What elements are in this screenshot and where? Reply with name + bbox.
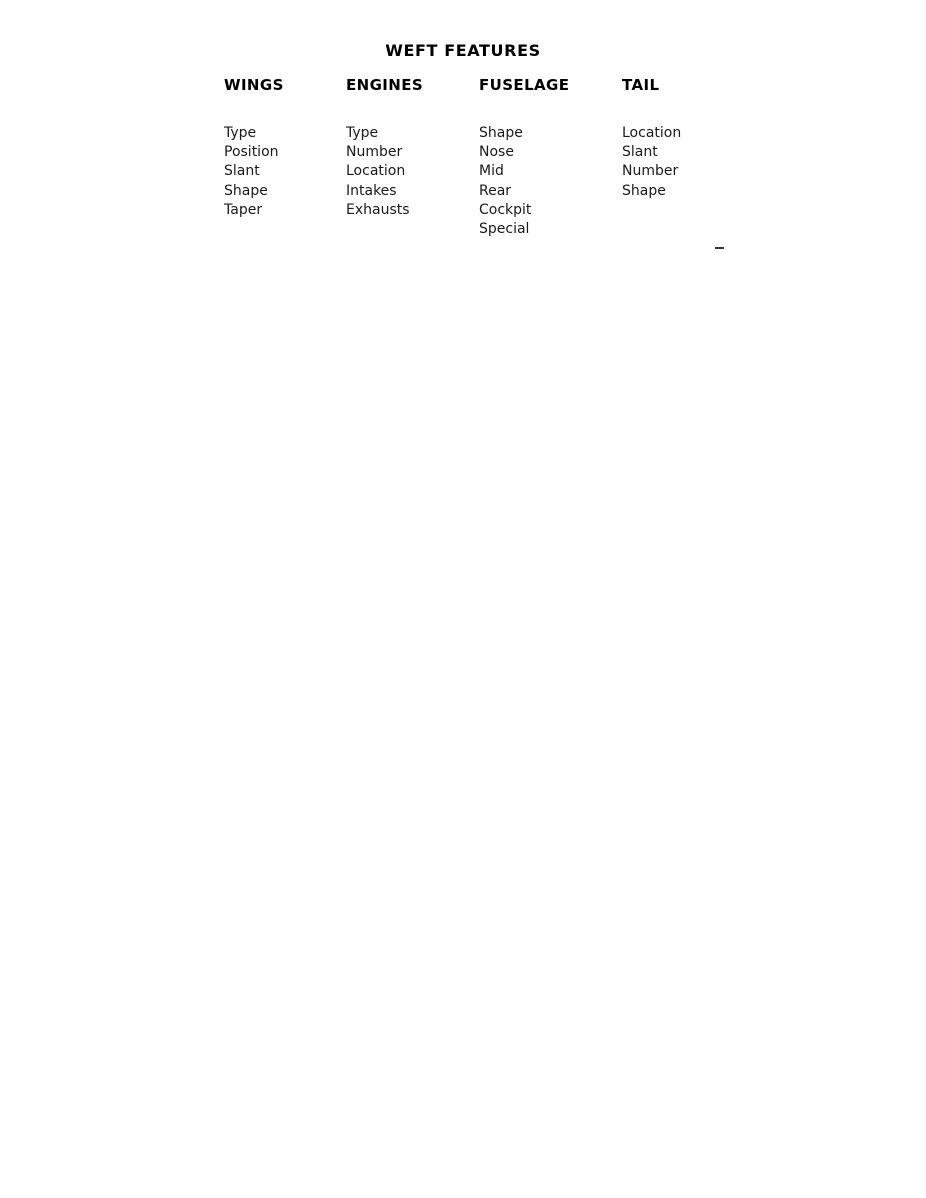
feature-columns: [0, 76, 926, 276]
list-item: Position: [224, 144, 279, 161]
list-item: Rear: [479, 182, 512, 199]
list-item: Taper: [224, 201, 263, 218]
list-item: Location: [622, 125, 682, 141]
column-items-tail: [622, 124, 681, 201]
list-item: Type: [346, 125, 379, 141]
stray-hyphen-mark: [715, 247, 724, 249]
column-items-fuselage: [479, 124, 569, 239]
list-item: Exhausts: [346, 201, 410, 218]
list-item: Shape: [224, 182, 268, 199]
feature-column-engines: [346, 76, 423, 220]
list-item: Type: [224, 125, 257, 141]
list-item: Nose: [479, 144, 514, 161]
feature-column-tail: [622, 76, 681, 201]
page-title: [0, 41, 926, 60]
list-item: Number: [622, 163, 679, 180]
column-heading-tail: TAIL: [622, 76, 660, 94]
list-item: Shape: [479, 125, 523, 141]
column-heading-wings: WINGS: [224, 76, 284, 94]
column-heading-fuselage: FUSELAGE: [479, 76, 570, 94]
column-heading-engines: ENGINES: [346, 76, 424, 94]
list-item: Cockpit: [479, 201, 532, 218]
list-item: Location: [346, 163, 406, 180]
feature-column-fuselage: [479, 76, 569, 239]
feature-column-wings: [224, 76, 284, 220]
list-item: Shape: [622, 182, 666, 199]
list-item: Slant: [224, 163, 260, 180]
list-item: Intakes: [346, 182, 397, 199]
list-item: Special: [479, 221, 530, 238]
column-items-engines: [346, 124, 423, 220]
list-item: Mid: [479, 163, 504, 180]
column-items-wings: [224, 124, 284, 220]
page-title-text: WEFT FEATURES: [385, 41, 541, 60]
list-item: Slant: [622, 144, 658, 161]
list-item: Number: [346, 144, 403, 161]
